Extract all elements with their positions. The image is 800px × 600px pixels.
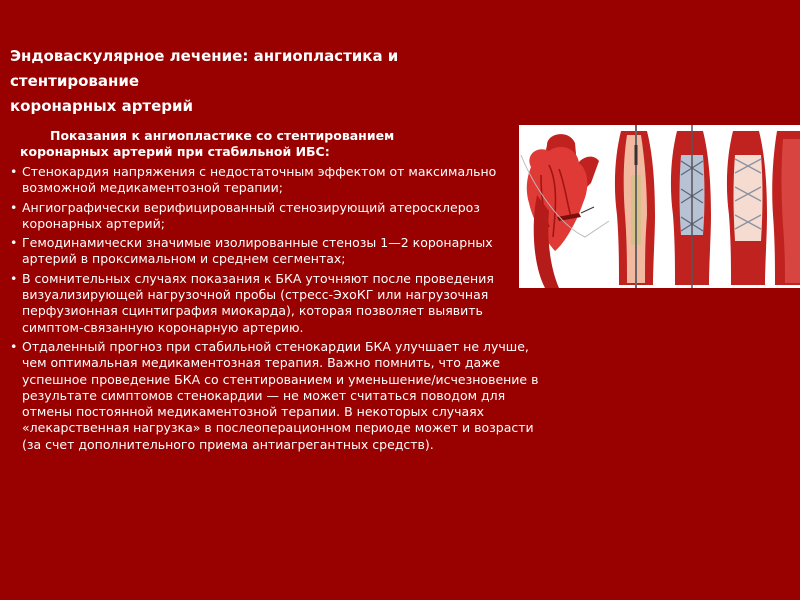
indications-heading [20,128,510,160]
artery-with-deployed-stent-icon [727,131,767,285]
artery-with-balloon-stent-icon [671,125,711,288]
list-item: • В сомнительных случаях показания к БКА уточняют после проведения визуализирующей нагрузочной пробы (стресс-ЭхоКГ или нагрузочная перфузионная сцинтиграфия миокарда), которая позволяет выявить симптом-связанную коронарную артерию. [10,271,542,336]
list-item: • Стенокардия напряжения с недостаточным эффектом от максимально возможной медикаментозной терапии; [10,164,542,197]
list-item: • Ангиографически верифицированный стенозирующий атеросклероз коронарных артерий; [10,200,542,233]
open-artery-icon [772,131,800,285]
indications-list [10,164,542,456]
slide-title-line: коронарных артерий [10,97,194,115]
indications-heading-line: коронарных артерий при стабильной ИБС: [20,144,330,159]
list-item: • Отдаленный прогноз при стабильной стенокардии БКА улучшает не лучше, чем оптимальная медикаментозная терапия. Важно помнить, что даже успешное проведение БКА со стентированием и уменьшение/исчезновение в результате симптомов стенокардии — не может считаться поводом для отмены постоянной медикаментозной терапии. В некоторых случаях «лекарственная нагрузка» в послеоперационном периоде может и возрасти (за счет дополнительного приема антиагрегантных средств). [10,339,542,453]
slide-title-line: Эндоваскулярное лечение: ангиопластика и [10,47,399,65]
list-item: • Гемодинамически значимые изолированные стенозы 1—2 коронарных артерий в проксимальном и среднем сегментах; [10,235,542,268]
heart-and-stent-illustration [519,125,800,288]
artery-with-catheter-icon [615,125,655,288]
slide-title [10,44,398,119]
slide-title-line: стентирование [10,72,140,90]
indications-heading-line: Показания к ангиопластике со стентированием [50,128,395,143]
